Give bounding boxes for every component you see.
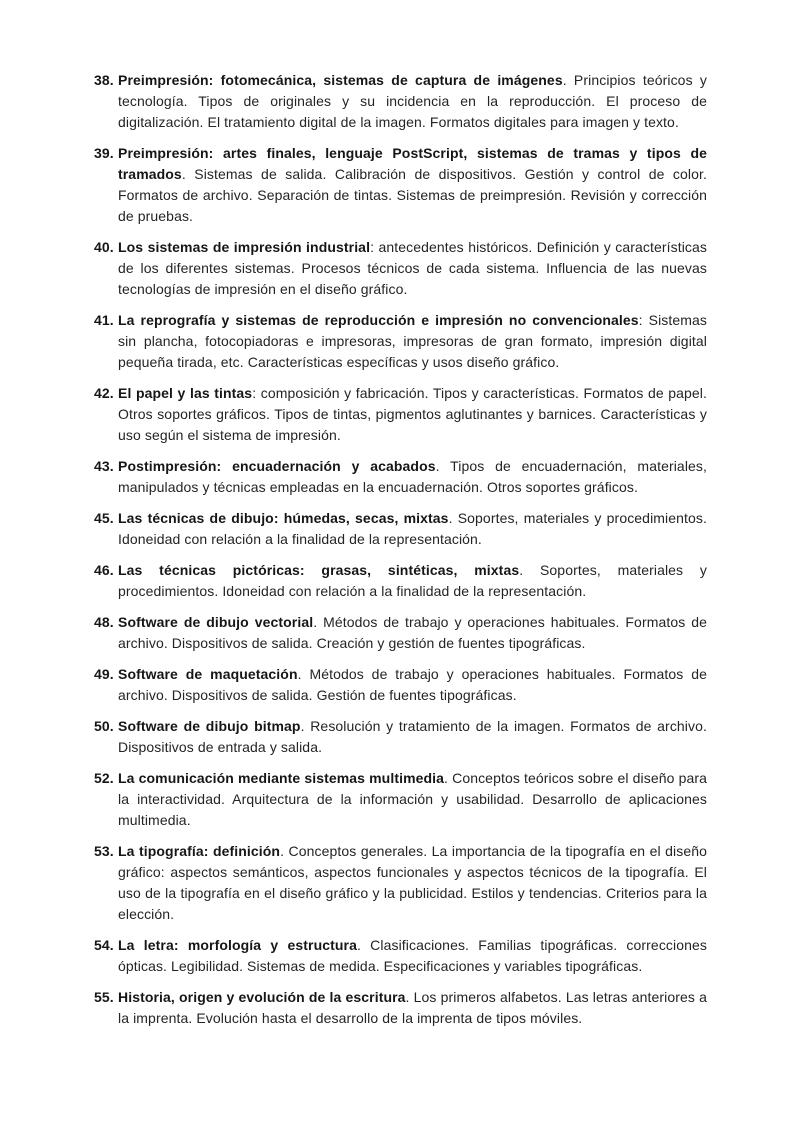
- item-body: . Los primeros alfabetos. Las letras anteriores a la imprenta. Evolución hasta el desarrollo de la imprenta de tipos móviles.: [118, 989, 707, 1026]
- item-body: . Tipos de encuadernación, materiales, manipulados y técnicas empleadas en la encuadernación. Otros soportes gráficos.: [118, 458, 708, 495]
- item-title: Los sistemas de impresión industrial: [118, 239, 371, 255]
- list-item: [94, 987, 707, 1029]
- item-number: 48.: [94, 614, 114, 630]
- list-item: [94, 237, 707, 300]
- item-body: . Soportes, materiales y procedimientos. Idoneidad con relación a la finalidad de la representación.: [118, 562, 708, 599]
- item-title: La reprografía y sistemas de reproducción e impresión no convencionales: [118, 312, 639, 328]
- item-body: . Métodos de trabajo y operaciones habituales. Formatos de archivo. Dispositivos de salida. Gestión de fuentes tipográficas.: [118, 666, 707, 703]
- list-item: [94, 560, 707, 602]
- item-number: 53.: [94, 843, 114, 859]
- item-number: 55.: [94, 989, 114, 1005]
- item-body: . Conceptos teóricos sobre el diseño para la interactividad. Arquitectura de la información y usabilidad. Desarrollo de aplicaciones multimedia.: [118, 770, 707, 828]
- item-title: Las técnicas de dibujo: húmedas, secas, mixtas: [118, 510, 449, 526]
- list-item: [94, 612, 707, 654]
- list-item: [94, 716, 707, 758]
- item-title: Software de maquetación: [118, 666, 298, 682]
- item-number: 52.: [94, 770, 114, 786]
- item-number: 45.: [94, 510, 114, 526]
- list-item: [94, 70, 707, 133]
- list-item: [94, 664, 707, 706]
- item-body: . Conceptos generales. La importancia de la tipografía en el diseño gráfico: aspectos semánticos, aspectos funcionales y aspectos técnicos de la tipografía. El uso de la tipografía en el diseño gráfico y la publicidad. Estilos y tendencias. Criterios para la elección.: [118, 843, 707, 922]
- item-title: La letra: morfología y estructura: [118, 937, 357, 953]
- item-number: 39.: [94, 145, 114, 161]
- item-title: Preimpresión: artes finales, lenguaje PostScript, sistemas de tramas y tipos de tramados: [118, 145, 707, 182]
- item-number: 54.: [94, 937, 114, 953]
- item-number: 49.: [94, 666, 114, 682]
- item-title: El papel y las tintas: [118, 385, 253, 401]
- list-item: [94, 456, 707, 498]
- item-body: : Sistemas sin plancha, fotocopiadoras e impresoras, impresoras de gran formato, impresión digital pequeña tirada, etc. Características específicas y usos diseño gráfico.: [118, 312, 708, 370]
- list-item: [94, 935, 707, 977]
- item-number: 46.: [94, 562, 114, 578]
- item-title: Postimpresión: encuadernación y acabados: [118, 458, 436, 474]
- item-body: : antecedentes históricos. Definición y características de los diferentes sistemas. Procesos técnicos de cada sistema. Influencia de las nuevas tecnologías de impresión en el diseño gráfico.: [118, 239, 707, 297]
- list-item: [94, 383, 707, 446]
- item-title: La comunicación mediante sistemas multimedia: [118, 770, 445, 786]
- item-number: 40.: [94, 239, 114, 255]
- list-item: [94, 508, 707, 550]
- item-body: . Resolución y tratamiento de la imagen. Formatos de archivo. Dispositivos de entrada y salida.: [118, 718, 707, 755]
- item-title: Software de dibujo vectorial: [118, 614, 314, 630]
- list-item: [94, 143, 707, 227]
- item-body: . Métodos de trabajo y operaciones habituales. Formatos de archivo. Dispositivos de salida. Creación y gestión de fuentes tipográficas.: [118, 614, 707, 651]
- item-number: 41.: [94, 312, 114, 328]
- item-body: . Sistemas de salida. Calibración de dispositivos. Gestión y control de color. Formatos de archivo. Separación de tintas. Sistemas de preimpresión. Revisión y corrección de pruebas.: [118, 166, 707, 224]
- item-title: Preimpresión: fotomecánica, sistemas de captura de imágenes: [118, 72, 563, 88]
- item-body: . Clasificaciones. Familias tipográficas. correcciones ópticas. Legibilidad. Sistemas de medida. Especificaciones y variables tipográficas.: [118, 937, 707, 974]
- item-number: 43.: [94, 458, 114, 474]
- item-title: Software de dibujo bitmap: [118, 718, 301, 734]
- item-body: . Principios teóricos y tecnología. Tipos de originales y su incidencia en la reproducción. El proceso de digitalización. El tratamiento digital de la imagen. Formatos digitales para imagen y texto.: [118, 72, 708, 130]
- list-item: [94, 841, 707, 925]
- item-title: Historia, origen y evolución de la escritura: [118, 989, 406, 1005]
- item-number: 42.: [94, 385, 114, 401]
- item-title: La tipografía: definición: [118, 843, 281, 859]
- item-number: 38.: [94, 72, 114, 88]
- item-body: : composición y fabricación. Tipos y características. Formatos de papel. Otros soportes gráficos. Tipos de tintas, pigmentos aglutinantes y barnices. Características y uso según el sistema de impresión.: [118, 385, 707, 443]
- list-item: [94, 310, 707, 373]
- item-title: Las técnicas pictóricas: grasas, sintéticas, mixtas: [118, 562, 520, 578]
- item-body: . Soportes, materiales y procedimientos. Idoneidad con relación a la finalidad de la representación.: [118, 510, 707, 547]
- item-number: 50.: [94, 718, 114, 734]
- list-item: [94, 768, 707, 831]
- topic-list: [94, 70, 707, 1029]
